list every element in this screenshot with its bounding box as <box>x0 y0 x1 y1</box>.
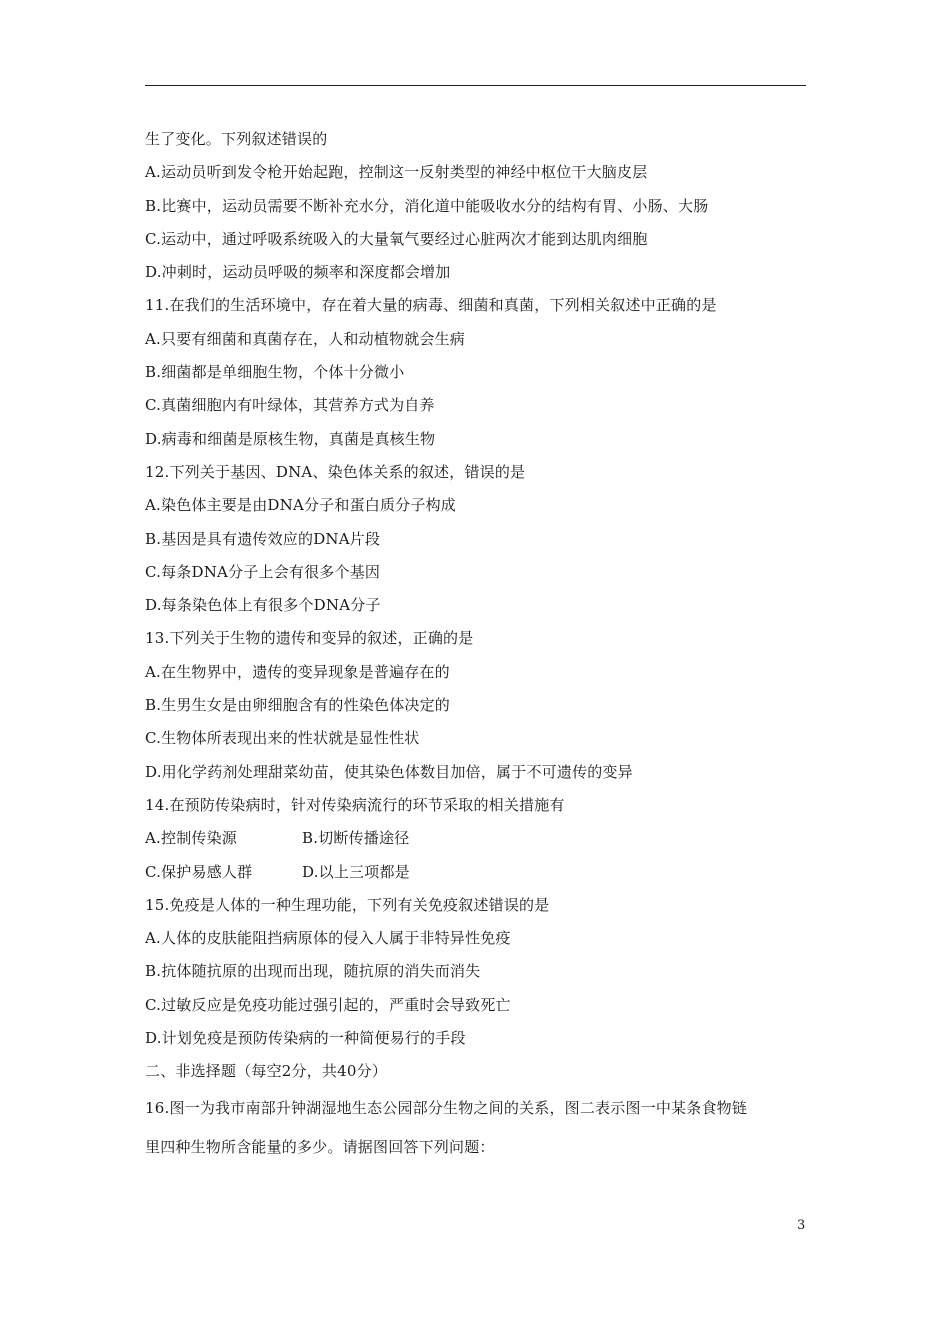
q15-option-d: D.计划免疫是预防传染病的一种简便易行的手段 <box>145 1029 466 1048</box>
q10-option-d: D.冲刺时，运动员呼吸的频率和深度都会增加 <box>145 263 451 282</box>
q13-option-c: C.生物体所表现出来的性状就是显性性状 <box>145 729 420 748</box>
q11-option-b: B.细菌都是单细胞生物，个体十分微小 <box>145 363 405 382</box>
q13-option-a: A.在生物界中，遗传的变异现象是普遍存在的 <box>145 662 450 681</box>
q14-options-row-2 <box>145 856 815 889</box>
q16-stem-line-1: 16.图一为我市南部升钟湖湿地生态公园部分生物之间的关系，图二表示图一中某条食物链 <box>145 1098 748 1117</box>
q15-option-a: A.人体的皮肤能阻挡病原体的侵入人属于非特异性免疫 <box>145 929 511 948</box>
q10-option-c: C.运动中，通过呼吸系统吸入的大量氧气要经过心脏两次才能到达肌肉细胞 <box>145 229 648 248</box>
page-number: 3 <box>797 1218 806 1233</box>
q12-option-b: B.基因是具有遗传效应的DNA片段 <box>145 529 381 548</box>
q15-option-c: C.过敏反应是免疫功能过强引起的，严重时会导致死亡 <box>145 995 511 1014</box>
q12-option-c: C.每条DNA分子上会有很多个基因 <box>145 562 381 581</box>
q14-option-a: A.控制传染源 <box>145 829 238 848</box>
q10-option-b: B.比赛中，运动员需要不断补充水分，消化道中能吸收水分的结构有胃、小肠、大肠 <box>145 196 709 215</box>
document-body <box>145 123 815 1167</box>
q11-option-d: D.病毒和细菌是原核生物，真菌是真核生物 <box>145 429 436 448</box>
q16-stem-line-2: 里四种生物所含能量的多少。请据图回答下列问题： <box>145 1137 495 1156</box>
q12-option-a: A.染色体主要是由DNA分子和蛋白质分子构成 <box>145 496 456 515</box>
q11-stem: 11.在我们的生活环境中，存在着大量的病毒、细菌和真菌，下列相关叙述中正确的是 <box>145 296 717 315</box>
q11-option-c: C.真菌细胞内有叶绿体，其营养方式为自养 <box>145 396 435 415</box>
q14-stem: 14.在预防传染病时，针对传染病流行的环节采取的相关措施有 <box>145 795 565 814</box>
q15-option-b: B.抗体随抗原的出现而出现，随抗原的消失而消失 <box>145 962 481 981</box>
q13-option-b: B.生男生女是由卵细胞含有的性染色体决定的 <box>145 696 450 715</box>
q13-option-d: D.用化学药剂处理甜菜幼苗，使其染色体数目加倍，属于不可遗传的变异 <box>145 762 633 781</box>
q12-option-d: D.每条染色体上有很多个DNA分子 <box>145 596 381 615</box>
header-rule <box>145 85 806 86</box>
q14-option-c: C.保护易感人群 <box>145 862 253 881</box>
q10-stem-continuation: 生了变化。下列叙述错误的 <box>145 130 328 148</box>
q14-options-row-1 <box>145 822 815 855</box>
q14-option-b: B.切断传播途径 <box>302 829 410 848</box>
q11-option-a: A.只要有细菌和真菌存在，人和动植物就会生病 <box>145 329 466 348</box>
q13-stem: 13.下列关于生物的遗传和变异的叙述，正确的是 <box>145 629 474 648</box>
section-heading-non-choice: 二、非选择题（每空2分，共40分） <box>145 1062 388 1081</box>
q15-stem: 15.免疫是人体的一种生理功能，下列有关免疫叙述错误的是 <box>145 895 550 914</box>
q14-option-d: D.以上三项都是 <box>302 862 410 881</box>
q10-option-a: A.运动员听到发令枪开始起跑，控制这一反射类型的神经中枢位干大脑皮层 <box>145 163 648 182</box>
q12-stem: 12.下列关于基因、DNA、染色体关系的叙述，错误的是 <box>145 462 526 481</box>
